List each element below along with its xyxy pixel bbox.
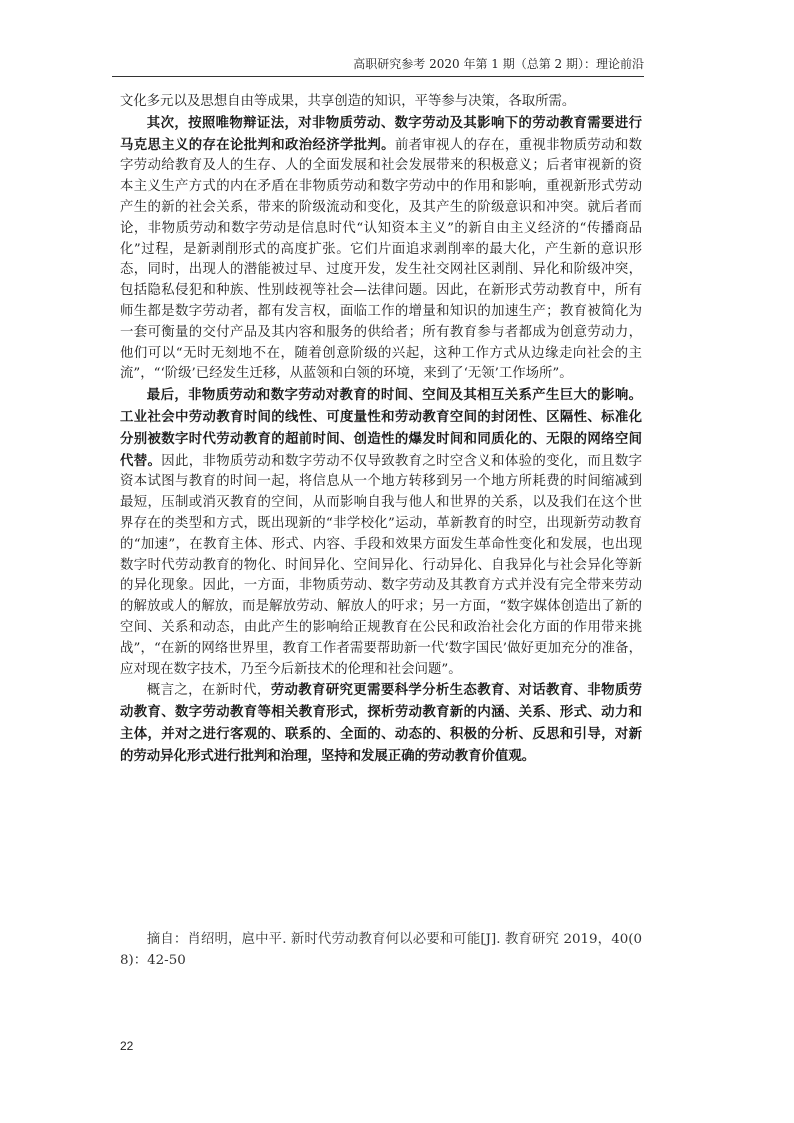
paragraph-lead-bold: 其次，按照唯物辩证法，对非物质劳动、数字劳动及其影响下的劳动教育需要进行马克思主义的存在论批判和政治经济学批判。	[120, 114, 642, 153]
paragraph-lead-bold: 最后，非物质劳动和数字劳动对教育的时间、空间及其相互关系产生巨大的影响。工业社会中劳动教育时间的线性、可度量性和劳动教育空间的封闭性、区隔性、标准化分别被数字时代劳动教育的超前时间、创造性的爆发时间和同质化的、无限的网络空间代替。	[120, 387, 642, 469]
paragraph-text: 概言之，在新时代，	[146, 683, 271, 699]
paragraph-second-point	[120, 113, 642, 385]
paragraph-third-point	[120, 385, 642, 680]
article-body	[120, 92, 642, 768]
paragraph-continuation	[120, 92, 642, 113]
paragraph-text: 前者审视人的存在，重视非物质劳动和数字劳动给教育及人的生存、人的全面发展和社会发展带来的积极意义；后者审视新的资本主义生产方式的内在矛盾在非物质劳动和数字劳动中的作用和影响，重视新形式劳动产生的新的社会关系，带来的阶级流动和变化，及其产生的阶级意识和冲突。就后者而论，非物质劳动和数字劳动是信息时代“认知资本主义”的新自由主义经济的“传播商品化”过程，是新剥削形式的高度扩张。它们片面追求剥削率的最大化，产生新的意识形态，同时，出现人的潜能被过早、过度开发，发生社交网社区剥削、异化和阶级冲突，包括隐私侵犯和种族、性别歧视等社会—法律问题。因此，在新形式劳动教育中，所有师生都是数字劳动者，都有发言权，面临工作的增量和知识的加速生产；教育被简化为一套可衡量的交付产品及其内容和服务的供给者；所有教育参与者都成为创意劳动力，他们可以“无时无刻地不在，随着创意阶级的兴起，这种工作方式从边缘走向社会的主流”，“‘阶级’已经发生迁移，从蓝领和白领的环境，来到了‘无领’工作场所”。	[120, 137, 643, 382]
paragraph-conclusion-bold: 劳动教育研究更需要科学分析生态教育、对话教育、非物质劳动教育、数字劳动教育等相关教育形式，探析劳动教育新的内涵、关系、形式、动力和主体，并对之进行客观的、联系的、全面的、动态的、积极的分析、反思和引导，对新的劳动异化形式进行批判和治理，坚持和发展正确的劳动教育价值观。	[120, 682, 643, 764]
source-citation: 摘自：肖绍明，扈中平. 新时代劳动教育何以必要和可能[J]. 教育研究 2019，40(08)：42-50	[120, 932, 642, 968]
running-header: 高职研究参考 2020 年第 1 期（总第 2 期）：理论前沿	[353, 57, 644, 71]
paragraph-conclusion	[120, 680, 642, 767]
paragraph-text: 因此，非物质劳动和数字劳动不仅导致教育之时空含义和体验的变化，而且数字资本试图与教育的时间一起，将信息从一个地方转移到另一个地方所耗费的时间缩减到最短，压制或消灭教育的空间，从而影响自我与他人和世界的关系，以及我们在这个世界存在的类型和方式，既出现新的“非学校化”运动，革新教育的时空，出现新劳动教育的“加速”，在教育主体、形式、内容、手段和效果方面发生革命性变化和发展，也出现数字时代劳动教育的物化、时间异化、空间异化、行动异化、自我异化与社会异化等新的异化现象。因此，一方面，非物质劳动、数字劳动及其教育方式并没有完全带来劳动的解放或人的解放，而是解放劳动、解放人的吁求；另一方面，“数字媒体创造出了新的空间、关系和动态，由此产生的影响给正规教育在公民和政治社会化方面的作用带来挑战”，“在新的网络世界里，教育工作者需要帮助新一代‘数字国民’做好更加充分的准备，应对现在数字技术，乃至今后新技术的伦理和社会问题”。	[120, 453, 643, 677]
page-number: 22	[120, 1039, 134, 1053]
paragraph-text: 文化多元以及思想自由等成果，共享创造的知识，平等参与决策，各取所需。	[120, 94, 576, 109]
header-divider	[112, 76, 644, 77]
